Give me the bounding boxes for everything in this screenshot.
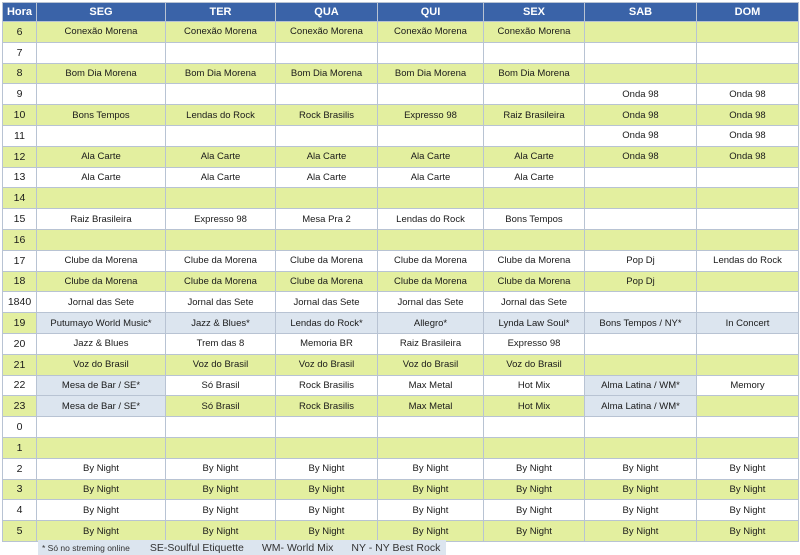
program-cell: By Night xyxy=(37,521,166,542)
hour-cell: 18 xyxy=(3,271,37,292)
program-cell xyxy=(276,125,378,146)
program-cell xyxy=(276,417,378,438)
program-cell xyxy=(697,396,799,417)
program-cell xyxy=(37,42,166,63)
program-cell: Ala Carte xyxy=(37,146,166,167)
program-cell xyxy=(276,188,378,209)
day-header-qui: QUI xyxy=(378,3,484,22)
schedule-row xyxy=(3,313,799,334)
program-cell: Rock Brasilis xyxy=(276,105,378,126)
legend-abbreviation: NY - NY Best Rock xyxy=(351,541,441,554)
program-cell: Mesa de Bar / SE* xyxy=(37,375,166,396)
program-cell xyxy=(378,42,484,63)
program-cell xyxy=(484,42,585,63)
hour-cell: 20 xyxy=(3,333,37,354)
program-cell: Voz do Brasil xyxy=(166,354,276,375)
program-cell: Voz do Brasil xyxy=(276,354,378,375)
program-cell: Bons Tempos xyxy=(484,209,585,230)
hour-cell: 6 xyxy=(3,22,37,43)
program-cell xyxy=(37,417,166,438)
schedule-row xyxy=(3,84,799,105)
hour-cell: 17 xyxy=(3,250,37,271)
schedule-row xyxy=(3,437,799,458)
program-cell: By Night xyxy=(484,500,585,521)
program-cell xyxy=(585,167,697,188)
program-cell xyxy=(585,42,697,63)
hour-cell: 4 xyxy=(3,500,37,521)
program-cell: Ala Carte xyxy=(378,146,484,167)
day-header-sab: SAB xyxy=(585,3,697,22)
program-cell: Expresso 98 xyxy=(166,209,276,230)
program-cell xyxy=(585,437,697,458)
program-cell xyxy=(697,271,799,292)
program-cell: Mesa Pra 2 xyxy=(276,209,378,230)
program-cell: Conexão Morena xyxy=(378,22,484,43)
program-cell: Hot Mix xyxy=(484,396,585,417)
program-cell xyxy=(697,22,799,43)
program-cell: Clube da Morena xyxy=(378,271,484,292)
program-cell: Jornal das Sete xyxy=(378,292,484,313)
program-cell: Onda 98 xyxy=(585,125,697,146)
program-cell: By Night xyxy=(697,458,799,479)
program-cell: Jazz & Blues xyxy=(37,333,166,354)
program-cell: Clube da Morena xyxy=(484,250,585,271)
program-cell xyxy=(697,292,799,313)
schedule-row xyxy=(3,42,799,63)
program-cell: Bom Dia Morena xyxy=(378,63,484,84)
program-cell: By Night xyxy=(697,479,799,500)
program-cell: Jazz & Blues* xyxy=(166,313,276,334)
program-cell xyxy=(697,167,799,188)
program-cell: By Night xyxy=(378,521,484,542)
program-cell xyxy=(585,209,697,230)
program-cell xyxy=(697,229,799,250)
program-cell xyxy=(585,354,697,375)
hour-cell: 15 xyxy=(3,209,37,230)
program-cell: By Night xyxy=(484,479,585,500)
program-cell: Clube da Morena xyxy=(37,250,166,271)
hour-cell: 3 xyxy=(3,479,37,500)
program-cell: Jornal das Sete xyxy=(166,292,276,313)
program-cell xyxy=(697,209,799,230)
program-cell: Onda 98 xyxy=(585,105,697,126)
program-cell: By Night xyxy=(378,479,484,500)
schedule-body xyxy=(3,22,799,542)
program-cell: Jornal das Sete xyxy=(37,292,166,313)
program-cell: Rock Brasilis xyxy=(276,396,378,417)
program-cell: Clube da Morena xyxy=(166,250,276,271)
program-cell: Expresso 98 xyxy=(484,333,585,354)
program-cell xyxy=(585,417,697,438)
program-cell xyxy=(37,188,166,209)
program-cell: Expresso 98 xyxy=(378,105,484,126)
program-cell: Bons Tempos xyxy=(37,105,166,126)
program-cell: Bons Tempos / NY* xyxy=(585,313,697,334)
program-cell: Ala Carte xyxy=(276,167,378,188)
program-cell: Bom Dia Morena xyxy=(276,63,378,84)
program-cell: By Night xyxy=(585,458,697,479)
header-row xyxy=(3,3,799,22)
program-cell xyxy=(166,42,276,63)
program-cell: Clube da Morena xyxy=(166,271,276,292)
schedule-row xyxy=(3,479,799,500)
day-header-ter: TER xyxy=(166,3,276,22)
program-cell: By Night xyxy=(697,500,799,521)
schedule-row xyxy=(3,250,799,271)
hour-cell: 19 xyxy=(3,313,37,334)
program-cell: By Night xyxy=(37,479,166,500)
program-cell: Ala Carte xyxy=(484,146,585,167)
program-cell: By Night xyxy=(484,458,585,479)
program-cell: Lendas do Rock xyxy=(697,250,799,271)
schedule-row xyxy=(3,375,799,396)
program-cell: Onda 98 xyxy=(697,125,799,146)
program-cell xyxy=(276,437,378,458)
program-cell xyxy=(166,437,276,458)
program-cell: Raiz Brasileira xyxy=(378,333,484,354)
day-header-dom: DOM xyxy=(697,3,799,22)
program-cell xyxy=(484,84,585,105)
program-cell xyxy=(585,292,697,313)
program-cell: Mesa de Bar / SE* xyxy=(37,396,166,417)
program-cell: Clube da Morena xyxy=(37,271,166,292)
program-cell: Voz do Brasil xyxy=(484,354,585,375)
program-cell xyxy=(585,63,697,84)
program-cell: Voz do Brasil xyxy=(37,354,166,375)
program-cell: In Concert xyxy=(697,313,799,334)
program-cell: Clube da Morena xyxy=(276,271,378,292)
hour-cell: 8 xyxy=(3,63,37,84)
program-cell xyxy=(585,333,697,354)
program-cell: Conexão Morena xyxy=(166,22,276,43)
program-cell: Max Metal xyxy=(378,375,484,396)
schedule-row xyxy=(3,146,799,167)
program-cell: Lynda Law Soul* xyxy=(484,313,585,334)
program-cell xyxy=(378,125,484,146)
program-cell: Trem das 8 xyxy=(166,333,276,354)
schedule-row xyxy=(3,292,799,313)
program-cell: Raiz Brasileira xyxy=(484,105,585,126)
program-cell: Conexão Morena xyxy=(276,22,378,43)
program-cell: Onda 98 xyxy=(697,146,799,167)
program-cell xyxy=(37,229,166,250)
program-cell: Alma Latina / WM* xyxy=(585,396,697,417)
program-cell: By Night xyxy=(276,500,378,521)
program-cell: Ala Carte xyxy=(166,167,276,188)
hour-cell: 7 xyxy=(3,42,37,63)
program-cell: By Night xyxy=(166,458,276,479)
hour-cell: 22 xyxy=(3,375,37,396)
program-cell: Pop Dj xyxy=(585,250,697,271)
program-cell: Só Brasil xyxy=(166,396,276,417)
legend-abbreviation: SE-Soulful Etiquette xyxy=(149,541,244,554)
program-cell: Lendas do Rock xyxy=(378,209,484,230)
program-cell: Clube da Morena xyxy=(378,250,484,271)
program-cell: Ala Carte xyxy=(276,146,378,167)
schedule-row xyxy=(3,209,799,230)
hour-cell: 21 xyxy=(3,354,37,375)
schedule-row xyxy=(3,521,799,542)
schedule-row xyxy=(3,63,799,84)
program-cell: Clube da Morena xyxy=(276,250,378,271)
program-cell xyxy=(484,188,585,209)
program-cell: Voz do Brasil xyxy=(378,354,484,375)
program-cell: Raiz Brasileira xyxy=(37,209,166,230)
program-cell: Onda 98 xyxy=(585,146,697,167)
program-cell: Onda 98 xyxy=(697,105,799,126)
program-cell xyxy=(378,84,484,105)
program-cell: By Night xyxy=(585,521,697,542)
program-cell: Memoria BR xyxy=(276,333,378,354)
program-cell: Putumayo World Music* xyxy=(37,313,166,334)
program-cell xyxy=(585,22,697,43)
program-cell: By Night xyxy=(166,521,276,542)
program-cell: Clube da Morena xyxy=(484,271,585,292)
program-cell: Jornal das Sete xyxy=(484,292,585,313)
program-cell: Só Brasil xyxy=(166,375,276,396)
program-cell: By Night xyxy=(166,500,276,521)
hour-cell: 14 xyxy=(3,188,37,209)
hour-column-header: Hora xyxy=(3,3,37,22)
program-cell: Max Metal xyxy=(378,396,484,417)
hour-cell: 1840 xyxy=(3,292,37,313)
program-cell xyxy=(378,188,484,209)
program-cell xyxy=(697,417,799,438)
hour-cell: 13 xyxy=(3,167,37,188)
schedule-row xyxy=(3,354,799,375)
program-cell: Lendas do Rock* xyxy=(276,313,378,334)
schedule-row xyxy=(3,22,799,43)
hour-cell: 1 xyxy=(3,437,37,458)
schedule-row xyxy=(3,333,799,354)
schedule-row xyxy=(3,167,799,188)
program-cell: Ala Carte xyxy=(484,167,585,188)
schedule-row xyxy=(3,229,799,250)
schedule-row xyxy=(3,417,799,438)
hour-cell: 5 xyxy=(3,521,37,542)
schedule-row xyxy=(3,500,799,521)
program-cell: By Night xyxy=(378,458,484,479)
program-cell: Onda 98 xyxy=(697,84,799,105)
program-cell xyxy=(166,229,276,250)
program-cell xyxy=(378,417,484,438)
program-cell xyxy=(585,229,697,250)
program-cell xyxy=(37,437,166,458)
program-cell xyxy=(484,417,585,438)
program-cell xyxy=(484,229,585,250)
program-cell: By Night xyxy=(37,500,166,521)
program-cell xyxy=(697,437,799,458)
hour-cell: 10 xyxy=(3,105,37,126)
program-cell xyxy=(378,437,484,458)
program-cell: Hot Mix xyxy=(484,375,585,396)
program-cell xyxy=(378,229,484,250)
program-cell: Jornal das Sete xyxy=(276,292,378,313)
hour-cell: 2 xyxy=(3,458,37,479)
program-cell xyxy=(697,354,799,375)
program-schedule-table xyxy=(2,2,799,542)
hour-cell: 11 xyxy=(3,125,37,146)
program-cell: Alma Latina / WM* xyxy=(585,375,697,396)
program-cell: Ala Carte xyxy=(37,167,166,188)
program-cell xyxy=(697,42,799,63)
program-cell xyxy=(585,188,697,209)
program-cell: Pop Dj xyxy=(585,271,697,292)
hour-cell: 23 xyxy=(3,396,37,417)
day-header-sex: SEX xyxy=(484,3,585,22)
program-cell xyxy=(37,125,166,146)
program-cell: By Night xyxy=(585,500,697,521)
hour-cell: 0 xyxy=(3,417,37,438)
schedule-row xyxy=(3,396,799,417)
hour-cell: 9 xyxy=(3,84,37,105)
program-cell: Bom Dia Morena xyxy=(166,63,276,84)
schedule-row xyxy=(3,458,799,479)
program-cell xyxy=(484,437,585,458)
program-cell: By Night xyxy=(697,521,799,542)
program-cell xyxy=(166,417,276,438)
program-cell xyxy=(276,229,378,250)
program-cell xyxy=(166,188,276,209)
schedule-row xyxy=(3,105,799,126)
hour-cell: 16 xyxy=(3,229,37,250)
program-cell: Rock Brasilis xyxy=(276,375,378,396)
program-cell: Memory xyxy=(697,375,799,396)
program-cell: Conexão Morena xyxy=(37,22,166,43)
program-cell xyxy=(484,125,585,146)
program-cell xyxy=(276,84,378,105)
hour-cell: 12 xyxy=(3,146,37,167)
legend-streaming-note: * Só no streming online xyxy=(42,542,130,553)
program-cell: Onda 98 xyxy=(585,84,697,105)
program-cell xyxy=(166,125,276,146)
legend-abbreviation: WM- World Mix xyxy=(261,541,334,554)
program-cell xyxy=(697,188,799,209)
schedule-row xyxy=(3,188,799,209)
program-cell: By Night xyxy=(585,479,697,500)
program-cell: Ala Carte xyxy=(378,167,484,188)
day-header-seg: SEG xyxy=(37,3,166,22)
schedule-row xyxy=(3,271,799,292)
program-cell: By Night xyxy=(37,458,166,479)
program-cell: Conexão Morena xyxy=(484,22,585,43)
program-cell: By Night xyxy=(166,479,276,500)
schedule-row xyxy=(3,125,799,146)
program-cell xyxy=(697,63,799,84)
program-cell: By Night xyxy=(276,479,378,500)
program-cell: By Night xyxy=(276,458,378,479)
program-cell xyxy=(697,333,799,354)
program-cell: By Night xyxy=(276,521,378,542)
program-cell: Allegro* xyxy=(378,313,484,334)
program-cell: Bom Dia Morena xyxy=(484,63,585,84)
program-cell: Lendas do Rock xyxy=(166,105,276,126)
program-cell xyxy=(276,42,378,63)
legend-bar xyxy=(38,540,446,555)
program-cell: Bom Dia Morena xyxy=(37,63,166,84)
program-cell xyxy=(37,84,166,105)
program-cell: By Night xyxy=(378,500,484,521)
program-cell xyxy=(166,84,276,105)
day-header-qua: QUA xyxy=(276,3,378,22)
program-cell: Ala Carte xyxy=(166,146,276,167)
program-cell: By Night xyxy=(484,521,585,542)
